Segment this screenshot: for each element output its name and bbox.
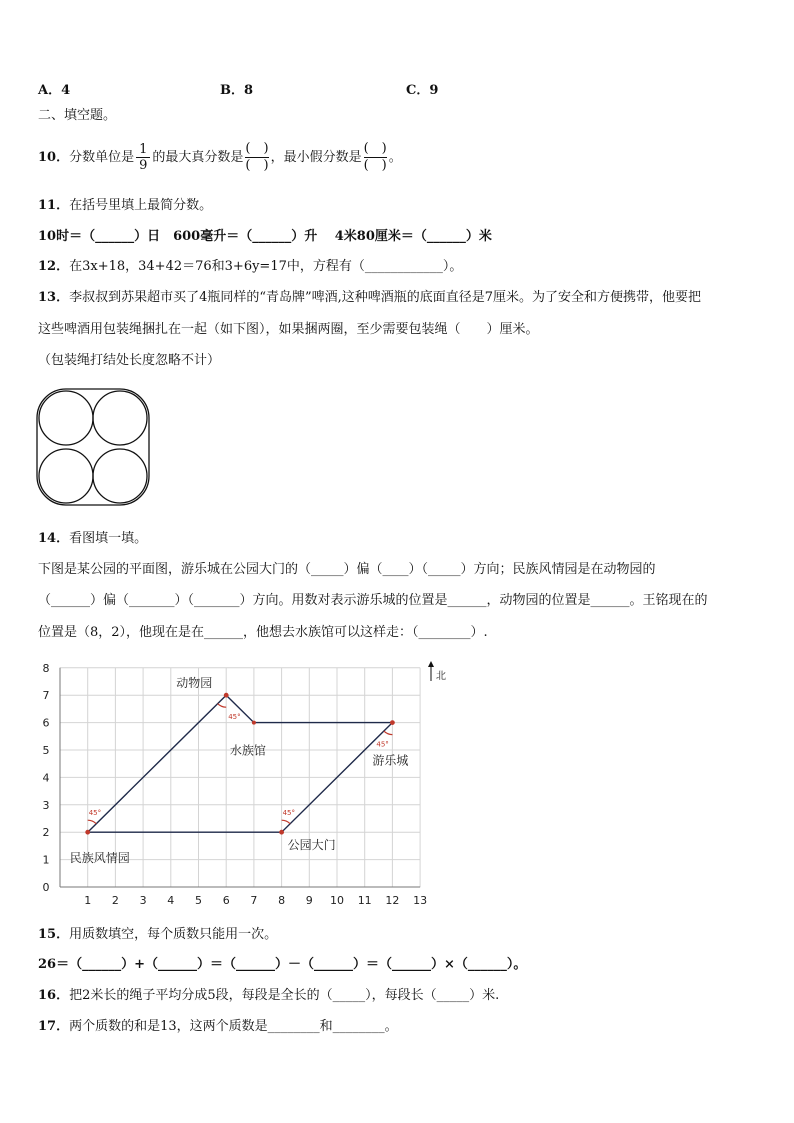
q11-conversions: 10时＝（______）日 600毫升＝（______）升 4米80厘米＝（______）米 [38,229,492,244]
x-tick-label: 4 [167,894,175,907]
location-label: 水族馆 [229,743,266,758]
rope-outline [37,389,149,505]
angle-arc [384,731,393,735]
question-number: 11． [38,198,70,213]
q17-text: 两个质数的和是13，这两个质数是________和________。 [69,1019,398,1034]
fraction-numerator: 1 [139,142,148,157]
location-label: 游乐城 [372,753,409,768]
question-16 [38,987,499,1005]
x-tick-label: 7 [250,894,258,907]
question-number: 16． [38,988,70,1003]
north-arrow-head [428,661,434,667]
angle-arc [282,820,291,824]
location-point [279,830,284,835]
bottle-circle [39,391,93,445]
bottle-circle [39,449,93,503]
angle-label: 45° [376,740,389,749]
answer-fraction-blank[interactable] [364,141,387,174]
q12-text: 在3x+18，34+42＝76和3+6y=17中，方程有（____________）。 [69,259,463,274]
q16-text: 把2米长的绳子平均分成5段，每段是全长的（_____），每段长（_____）米. [69,988,500,1003]
angle-arc [218,704,227,708]
x-tick-label: 1 [84,894,92,907]
question-14 [38,530,147,548]
angle-label: 45° [228,713,241,722]
q13-line2: 这些啤酒用包装绳捆扎在一起（如下图），如果捆两圈，至少需要包装绳（ ）厘米。 [38,322,539,337]
option-a: A．4 [38,83,71,98]
x-tick-label: 5 [195,894,202,907]
answer-fraction-blank[interactable] [245,141,268,174]
x-tick-label: 9 [305,894,313,907]
q14-line2: （______）偏（_______）（_______）方向。用数对表示游乐城的位置是______，动物园的位置是______。王铭现在的 [38,593,708,608]
x-tick-label: 3 [139,894,147,907]
location-point [224,693,229,698]
option-c: C．9 [406,83,439,98]
location-label: 民族风情园 [69,851,130,866]
question-12 [38,258,462,276]
bottles-diagram [34,384,152,512]
question-number: 12． [38,259,70,274]
x-tick-label: 8 [278,894,286,907]
question-11 [38,197,212,215]
question-number: 14． [38,531,70,546]
question-number: 13． [38,290,70,305]
blank-denominator[interactable]: ( ) [363,158,387,173]
location-point [390,720,395,725]
blank-numerator[interactable]: ( ) [363,141,387,156]
blank-denominator[interactable]: ( ) [245,158,269,173]
angle-label: 45° [88,809,102,818]
y-tick-label: 8 [42,661,50,675]
north-label: 北 [436,671,446,682]
q14-line1: 下图是某公园的平面图，游乐城在公园大门的（_____）偏（____）（_____）方向；民族风情园是在动物园的 [38,562,656,577]
unit-fraction [136,142,150,173]
y-tick-label: 5 [42,744,50,757]
y-tick-label: 2 [42,826,50,840]
y-tick-label: 4 [42,771,50,785]
location-point [252,721,256,725]
bottle-circle [93,391,147,445]
fraction-denominator: 9 [136,157,150,173]
blank-numerator[interactable]: ( ) [245,141,269,156]
question-13 [38,289,701,307]
q15-text: 用质数填空，每个质数只能用一次。 [69,927,278,942]
q10-text1: 分数单位是 [69,150,135,165]
question-number: 15． [38,927,70,942]
location-label: 动物园 [176,676,213,691]
q14-line3: 位置是（8，2），他现在是在______，他想去水族馆可以这样走：（________）. [38,625,488,640]
y-tick-label: 3 [42,798,50,812]
x-tick-label: 10 [330,894,344,907]
question-10 [38,138,402,178]
question-17 [38,1018,398,1036]
y-tick-label: 1 [42,853,50,867]
location-label: 公园大门 [287,838,336,853]
q14-title: 看图填一填。 [69,531,148,546]
section-heading: 二、填空题。 [38,108,117,123]
park-map-chart [30,655,490,915]
q13-note: （包装绳打结处长度忽略不计） [38,353,221,368]
angle-label: 45° [282,809,296,818]
y-tick-label: 7 [42,689,50,703]
option-b: B．8 [220,83,254,98]
question-number: 10． [38,150,70,165]
q10-text2: 的最大真分数是 [152,150,244,165]
question-15 [38,926,277,944]
x-tick-label: 11 [357,894,372,907]
q10-end: 。 [388,150,402,165]
bottle-circle [93,449,147,503]
q10-text3: ，最小假分数是 [270,150,362,165]
x-tick-label: 6 [222,894,230,907]
q15-equation: 26＝（______）+（______）＝（______）－（______）＝（______）×（______）。 [38,957,527,972]
question-number: 17． [38,1019,70,1034]
y-tick-label: 0 [42,881,50,894]
x-tick-label: 2 [111,894,119,907]
q13-line1: 李叔叔到苏果超市买了4瓶同样的“青岛牌”啤酒,这种啤酒瓶的底面直径是7厘米。为了安全和方便携带，他要把 [69,290,702,305]
y-tick-label: 6 [42,716,50,730]
location-point [85,830,90,835]
q11-text: 在括号里填上最简分数。 [69,198,213,213]
angle-arc [88,820,97,824]
x-tick-label: 13 [413,894,428,907]
x-tick-label: 12 [385,894,400,907]
